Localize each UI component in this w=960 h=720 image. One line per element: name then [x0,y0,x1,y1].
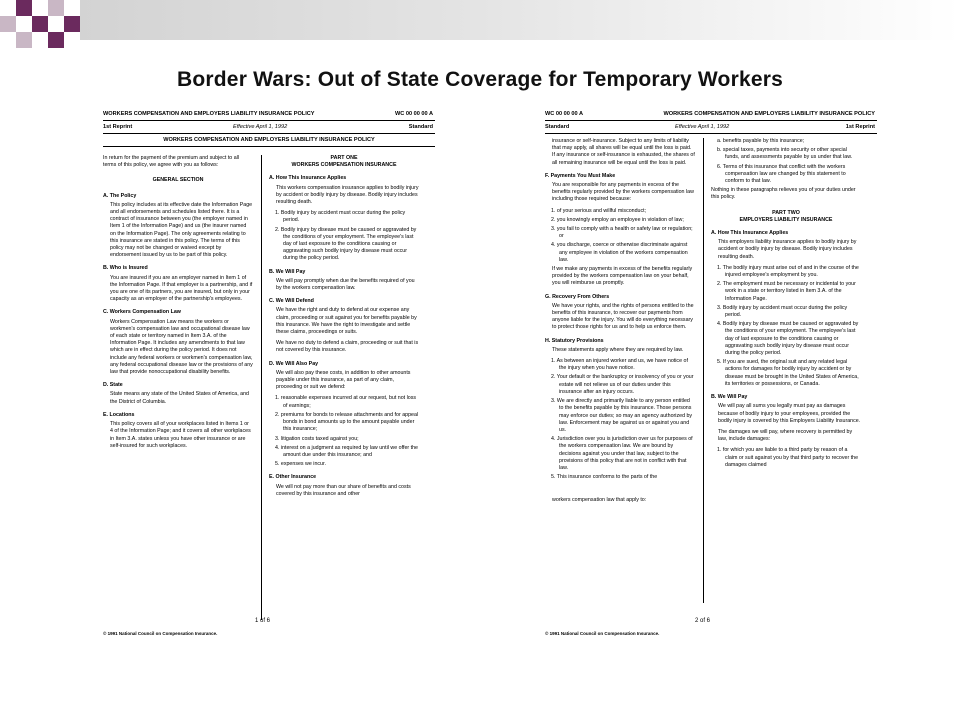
list-item: 5. This insurance conforms to the parts of the [551,474,658,481]
deco-square [64,16,80,32]
column-divider [703,138,704,603]
section-heading: E. Other Insurance [269,474,317,481]
divider [103,133,435,134]
page-header [103,108,435,120]
left-column [545,138,695,505]
part-heading: PART ONE [330,155,358,161]
list-item: 2. you knowingly employ an employee in violation of law; [551,216,684,223]
copyright: © 1991 National Council on Compensation Insurance. [103,631,218,636]
part-title: EMPLOYERS LIABILITY INSURANCE [739,216,833,223]
list-item: 4. you discharge, coerce or otherwise discriminate against any employee in violation of the workers compensation law. [551,242,688,263]
list-item: 1. reasonable expenses incurred at our request, but not loss of earnings; [275,395,417,409]
section-heading: B. We Will Pay [269,268,306,275]
list-item: 5. If you are sued, the original suit and any related legal actions for damages for bodily injury by accident or by disease must be brought in the United States of America, its territories or possessions, or Canada. [717,359,859,387]
right-column [711,138,861,471]
column-divider [261,155,262,620]
list-item: 2. Your default or the bankruptcy or insolvency of you or your estate will not relieve us of our duties under this insurance after an injury occurs. [551,374,694,395]
section-text: We will pay all sums you legally must pay as damages because of bodily injury to your employees, provided the bodily injury is covered by this Employers Liability Insurance. [718,403,861,424]
section-heading: C. We Will Defend [269,298,314,305]
section-text: These statements apply where they are required by law. [552,346,684,353]
list-item: 3. litigation costs taxed against you; [275,435,359,442]
list-item: b. special taxes, payments into security or other special funds, and assessments payable by us under that law. [717,147,853,161]
list-item: 2. The employment must be necessary or incidental to your work in a state or territory listed in Item 3.A. of the Information Page. [717,281,856,302]
deco-square [0,16,16,32]
form-number: WC 00 00 00 A [394,111,433,117]
section-heading: E. Locations [103,411,135,418]
policy-title: WORKERS COMPENSATION AND EMPLOYERS LIABILITY INSURANCE POLICY [163,137,375,143]
section-text: Workers Compensation Law means the workers or workmen's compensation law and occupational disease law of each state or territory named in Item 3.A. of the Information Page. It includes any amendments to that law which are in effect during the policy period. It does not include any federal workers or workmen's compensation law, any federal occupational disease law or the provisions of any law that provide nonoccupational disability benefits. [110,318,253,376]
list-item: 5. expenses we incur. [275,461,326,468]
section-text: If we make any payments in excess of the benefits regularly provided by the workers compensation law on your behalf, you will reimburse us promptly. [552,266,693,287]
part-title: WORKERS COMPENSATION INSURANCE [291,162,397,169]
section-heading: H. Statutory Provisions [545,337,604,344]
slide-title: Border Wars: Out of State Coverage for Temporary Workers [177,68,783,91]
list-item: 2. Bodily injury by disease must be caused or aggravated by the conditions of your employment. The employee's last day of last exposure to the conditions causing or aggravating such bodily injury by disease must occur during the policy period. [275,226,417,262]
left-column [103,155,253,454]
section-text: The damages we will pay, where recovery is permitted by law, include damages: [718,428,853,443]
standard-label: Standard [545,124,570,130]
section-text: You are insured if you are an employer named in Item 1 of the Information Page. If that employer is a partnership, and if you are one of its partners, you are insured, but only in your capacity as an employer of the partnership's employees. [110,274,253,303]
section-heading: D. We Will Also Pay [269,360,319,367]
intro-text: In return for the payment of the premium and subject to all terms of this policy, we agree with you as follows: [103,155,240,169]
section-heading: A. How This Insurance Applies [711,230,789,237]
section-text: workers compensation law that apply to: [552,497,647,504]
section-text: Nothing in these paragraphs relieves you of your duties under this policy. [711,187,856,201]
page-number: 1 of 6 [255,618,271,624]
header-title: WORKERS COMPENSATION AND EMPLOYERS LIABILITY INSURANCE POLICY [103,111,315,117]
section-text: This workers compensation insurance applies to bodily injury by accident or bodily injury by disease. Bodily injury includes resulting death. [276,184,419,206]
page-header [545,108,877,120]
section-text: This employers liability insurance applies to bodily injury by accident or bodily injury by disease. Bodily injury includes resulting death. [718,239,857,260]
section-text: State means any state of the United States of America, and the District of Columbia. [110,391,249,405]
section-heading: A. How This Insurance Applies [269,175,347,182]
section-heading: D. State [103,382,123,389]
copyright: © 1991 National Council on Compensation Insurance. [545,631,660,636]
section-text: We will not pay more than our share of benefits and costs covered by this insurance and other [276,483,411,497]
policy-page-1 [103,108,435,640]
list-item: a. benefits payable by this insurance; [717,138,805,144]
section-heading: GENERAL SECTION [152,177,204,184]
standard-label: Standard [408,124,433,130]
deco-square [16,0,32,16]
section-text: We will pay promptly when due the benefits required of you by the workers compensation law. [276,277,415,292]
deco-square [32,16,48,32]
page-subheader [545,121,877,133]
deco-square [48,0,64,16]
slide-decoration [0,0,960,48]
reprint-label: 1st Reprint [845,124,875,130]
list-item: 6. Terms of this insurance that conflict with the workers compensation law are changed by this statement to conform to that law. [717,163,846,185]
list-item: 3. We are directly and primarily liable to any person entitled to the benefits payable by this insurance. Those persons may enforce our duties; so may an agency authorized by law. Enforcement may be against us or against you and us. [551,398,693,433]
list-item: 3. you fail to comply with a health or safety law or regulation; or [551,226,693,240]
section-heading: B. Who is Insured [103,265,148,272]
list-item: 1. of your serious and willful misconduct; [551,207,647,214]
section-heading: C. Workers Compensation Law [103,309,181,316]
part-heading: PART TWO [772,209,800,216]
section-text: We have your rights, and the rights of persons entitled to the benefits of this insurance, to recover our payments from anyone liable for the injury. You will do everything necessary to protect those rights for us and to help us enforce them. [552,302,694,331]
section-text: We have no duty to defend a claim, proceeding or suit that is not covered by this insurance. [276,340,419,354]
list-item: 1. Bodily injury by accident must occur during the policy period. [275,210,406,224]
section-text: insurance or self-insurance. Subject to any limits of liability that may apply, all shares will be equal until the loss is paid. If any insurance or self-insurance is exhausted, the shares of all remaining insurance will be equal until the loss is paid. [552,138,695,166]
page-number: 2 of 6 [695,618,711,624]
deco-square [16,32,32,48]
form-number: WC 00 00 00 A [545,111,584,117]
list-item: 1. for which you are liable to a third party by reason of a claim or suit against you by that third party to recover the damages claimed [717,447,859,468]
reprint-label: 1st Reprint [103,124,133,130]
policy-page-2 [545,108,877,640]
effective-date: Effective April 1, 1992 [675,124,730,130]
list-item: 1. The bodily injury must arise out of and in the course of the injured employee's employment by you. [717,264,859,279]
header-title: WORKERS COMPENSATION AND EMPLOYERS LIABILITY INSURANCE POLICY [663,111,875,117]
section-text: This policy includes at its effective date the Information Page and all endorsements and schedules listed there. It is a contract of insurance between you (the employer named in Item 1 of the Information Page) and us (the insurer named on the Information Page). The only agreements relating to this insurance are stated in this policy. The terms of this policy may not be changed or waived except by endorsement issued by us to be part of this policy. [110,201,253,259]
section-text: We have the right and duty to defend at our expense any claim, proceeding or suit against you for benefits payable by this insurance. We have the right to investigate and settle these claims, proceedings or suits. [276,307,417,336]
section-text: You are responsible for any payments in excess of the benefits regularly provided by the workers compensation law including those required because: [552,182,694,203]
page-subheader [103,121,435,133]
section-heading: G. Recovery From Others [545,293,610,300]
deco-square [48,32,64,48]
right-column [269,155,419,502]
effective-date: Effective April 1, 1992 [233,124,288,130]
section-heading: B. We Will Pay [711,394,748,401]
list-item: 2. premiums for bonds to release attachments and for appeal bonds in bond amounts up to the amount payable under this insurance; [275,411,419,433]
list-item: 1. As between an injured worker and us, we have notice of the injury when you have notice. [551,358,688,372]
section-text: This policy covers all of your workplaces listed in Items 1 or 4 of the Information Page; and it covers all other workplaces in Item 3.A. states unless you have other insurance or are self-insured for such workplaces. [110,421,251,449]
section-heading: F. Payments You Must Make [545,172,616,179]
list-item: 3. Bodily injury by accident must occur during the policy period. [717,304,848,319]
list-item: 4. Jurisdiction over you is jurisdiction over us for purposes of the workers compensation law. We are bound by decisions against you under that law, subject to the provisions of this policy that are not in conflict with that law. [551,436,693,471]
header-gradient-bar [80,0,960,40]
list-item: 4. Bodily injury by disease must be caused or aggravated by the conditions of your employment. The employee's last day of last exposure to the conditions causing or aggravating such bodily injury by disease must occur during the policy period. [717,321,859,357]
divider [103,146,435,147]
section-heading: A. The Policy [103,192,137,199]
divider [545,133,877,134]
list-item: 4. interest on a judgment as required by law until we offer the amount due under this insurance; and [275,444,419,458]
section-text: We will also pay these costs, in addition to other amounts payable under this insurance, as part of any claim, proceeding or suit we defend: [276,369,411,391]
